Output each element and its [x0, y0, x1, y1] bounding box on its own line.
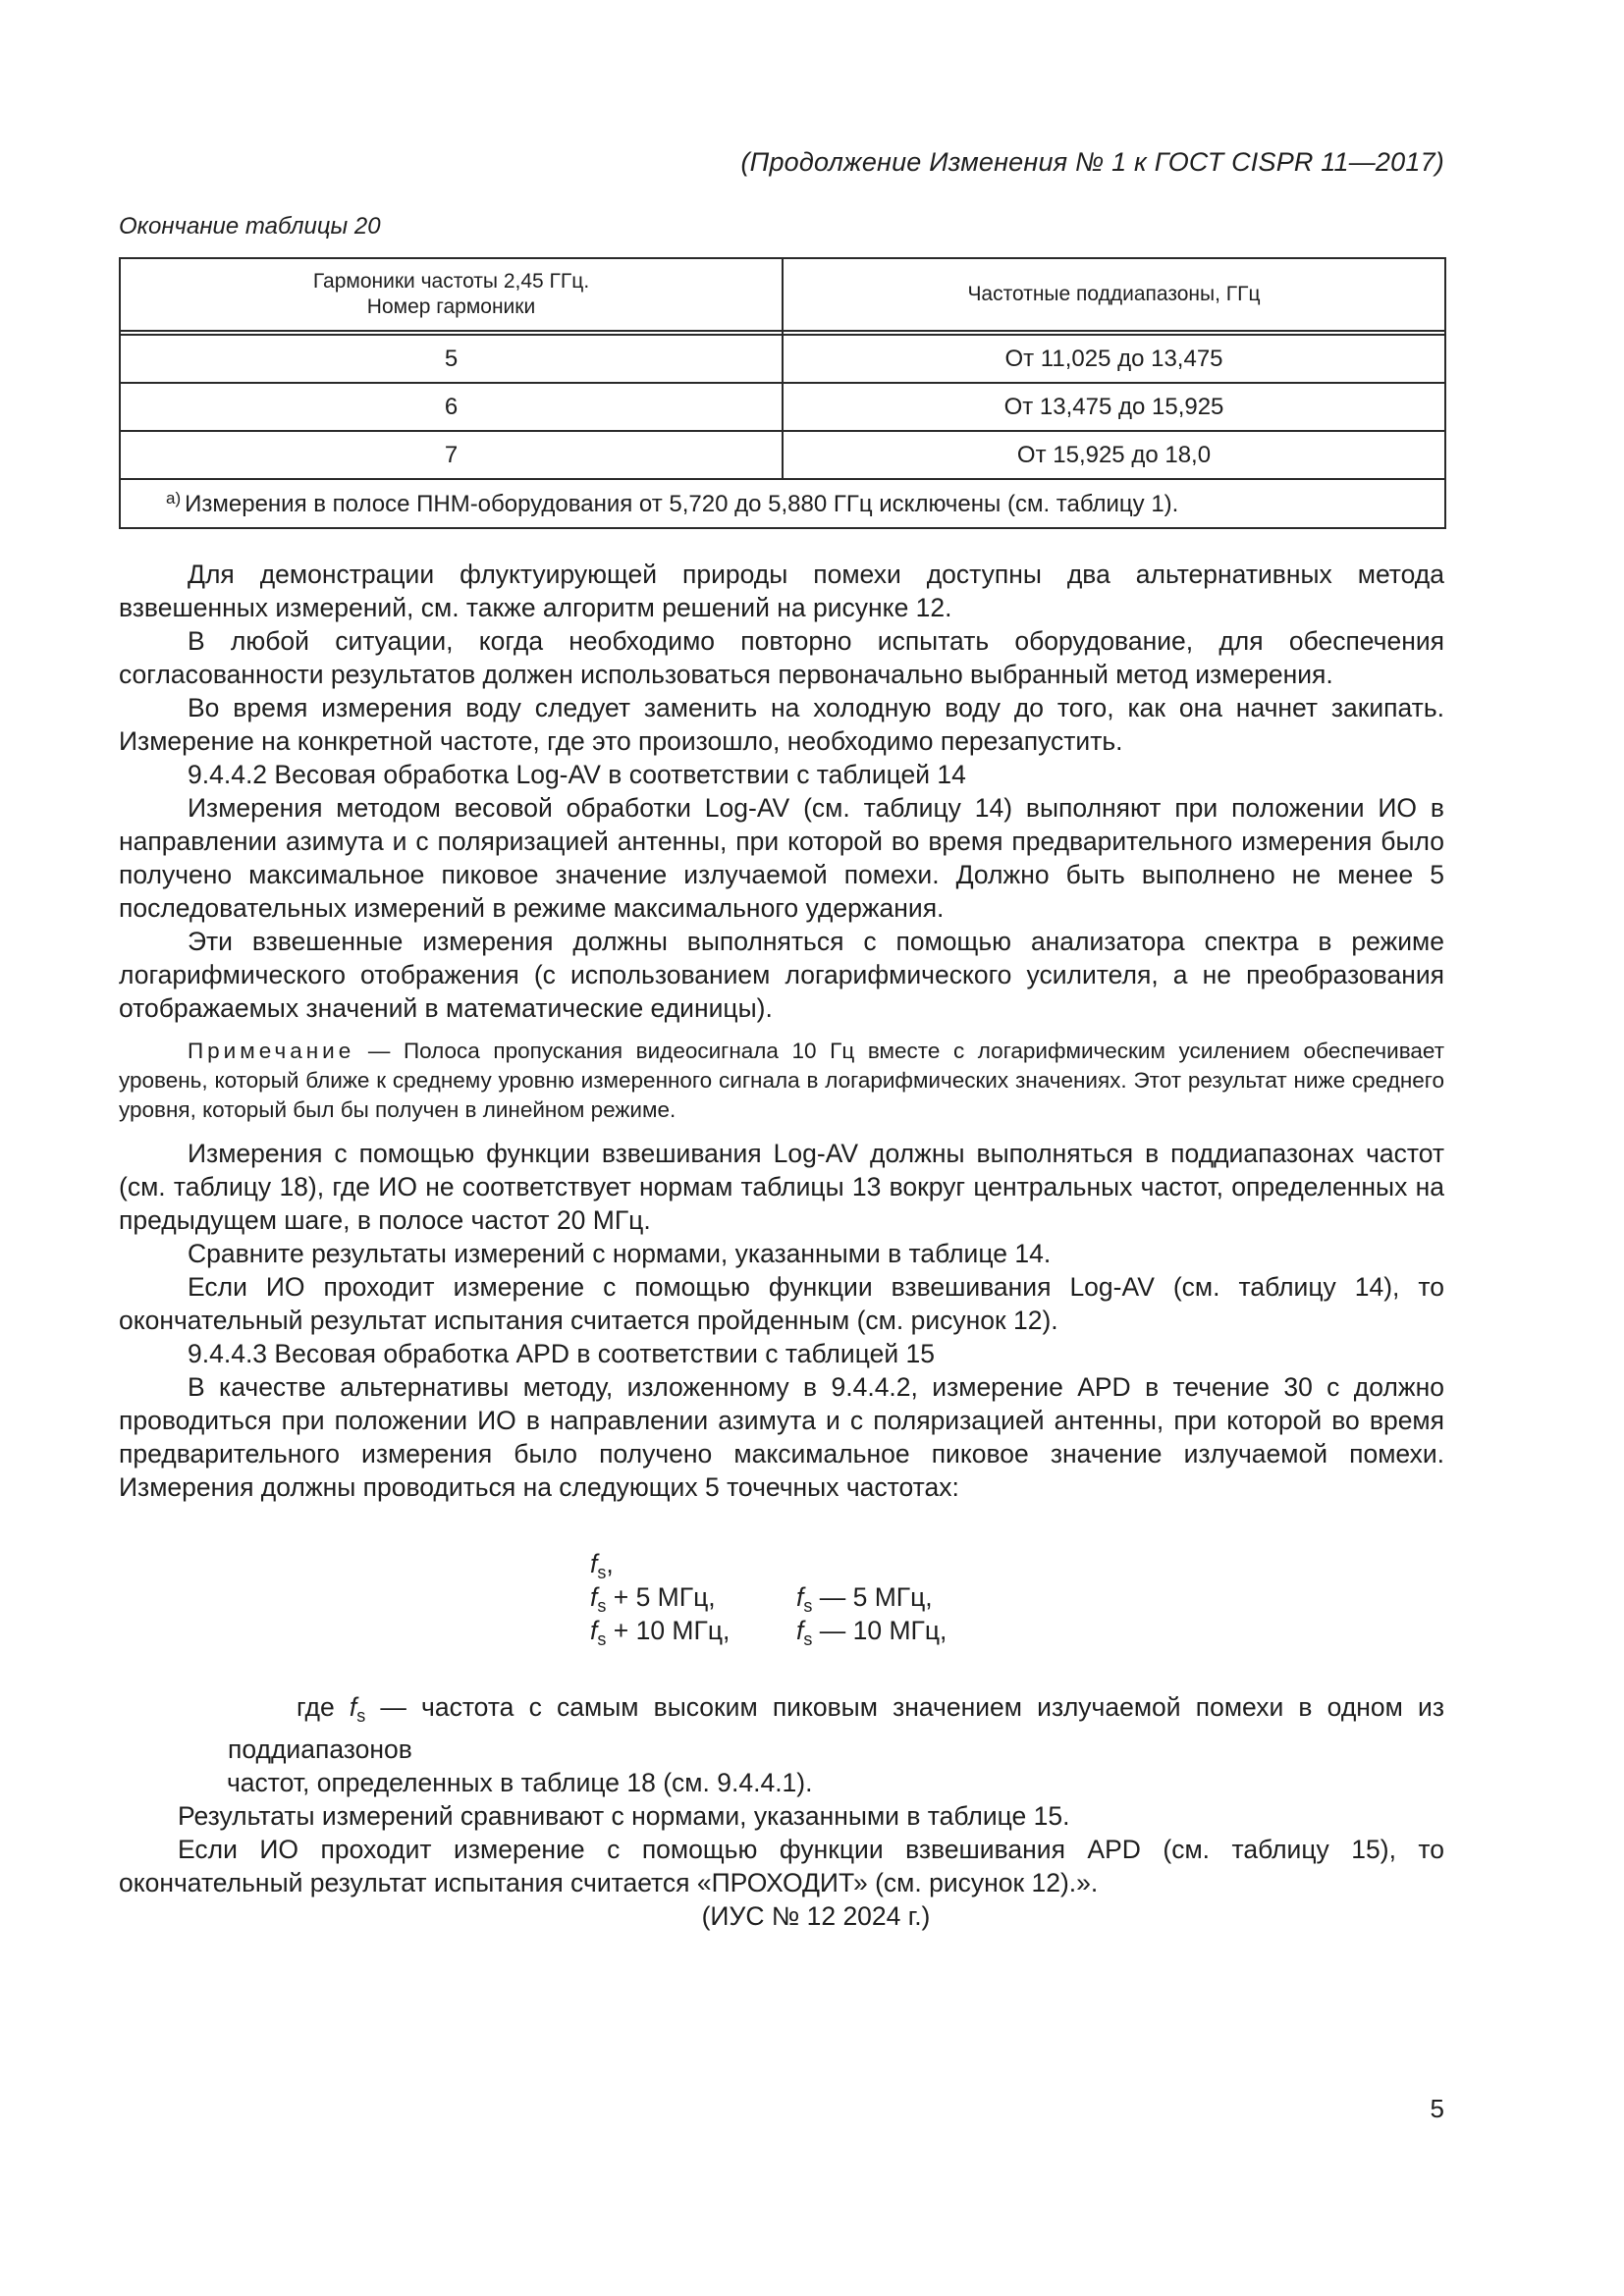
formula-fs: $f_s$, — [590, 1549, 614, 1582]
note-text: — Полоса пропускания видеосигнала 10 Гц вместе с логарифмическим усилением обеспечивает уровень, который ближе к среднему уровню измеренного сигнала в логарифмических значениях. Этот результат ниже среднего уровня, который был бы получен в линейном режиме. — [119, 1039, 1444, 1122]
paragraph: Во время измерения воду следует заменить на холодную воду до того, как она начнет закипать. Измерение на конкретной частоте, где это произошло, необходимо перезапустить. — [119, 693, 1444, 756]
formula-fs-minus-5: $f_s$ — 5 МГц, — [796, 1582, 933, 1616]
table-caption: Окончание таблицы 20 — [119, 213, 381, 240]
table-row — [120, 431, 1445, 479]
body-text — [119, 558, 1444, 1933]
where-clause-continued: частот, определенных в таблице 18 (см. 9.4.4.1). — [227, 1768, 813, 1797]
range-cell: От 11,025 до 13,475 — [783, 335, 1445, 383]
harmonic-cell: 7 — [120, 431, 783, 479]
paragraph: Сравните результаты измерений с нормами, указанными в таблице 14. — [188, 1239, 1052, 1268]
paragraph: Если ИО проходит измерение с помощью функции взвешивания APD (см. таблицу 15), то окончательный результат испытания считается «ПРОХОДИТ» (см. рисунок 12).». — [119, 1835, 1444, 1897]
harmonic-cell: 6 — [120, 383, 783, 431]
formula-fs-plus-10: $f_s + 10$ МГц, — [590, 1616, 731, 1649]
paragraph: Измерения с помощью функции взвешивания Log-AV должны выполняться в поддиапазонах частот (см. таблицу 18), где ИО не соответствует нормам таблицы 13 вокруг центральных частот, определенных на предыдущем шаге, в полосе частот 20 МГц. — [119, 1139, 1444, 1235]
footnote-text: Измерения в полосе ПНМ-оборудования от 5,720 до 5,880 ГГц исключены (см. таблицу 1). — [185, 491, 1179, 517]
note — [119, 1037, 1444, 1125]
running-header: (Продолжение Изменения № 1 к ГОСТ CISPR 11—2017) — [740, 147, 1444, 177]
paragraph: В любой ситуации, когда необходимо повторно испытать оборудование, для обеспечения согласованности результатов должен использоваться первоначально выбранный метод измерения. — [119, 626, 1444, 689]
range-cell: От 13,475 до 15,925 — [783, 383, 1445, 431]
paragraph: Эти взвешенные измерения должны выполняться с помощью анализатора спектра в режиме логарифмического отображения (с использованием логарифмического усилителя, а не преобразования отображаемых значений в математические единицы). — [119, 927, 1444, 1023]
ius-reference: (ИУС № 12 2024 г.) — [701, 1901, 931, 1931]
paragraph: Измерения методом весовой обработки Log-AV (см. таблицу 14) выполняют при положении ИО в направлении азимута и с поляризацией антенны, при которой во время предварительного измерения было получено максимальное пиковое значение излучаемой помехи. Должно быть выполнено не менее 5 последовательных измерений в режиме максимального удержания. — [119, 793, 1444, 923]
paragraph: В качестве альтернативы методу, изложенному в 9.4.4.2, измерение APD в течение 30 с должно проводиться при положении ИО в направлении азимута и с поляризацией антенны, при которой во время предварительного измерения было получено максимальное пиковое значение излучаемой помехи. Измерения должны проводиться на следующих 5 точечных частотах: — [119, 1372, 1444, 1502]
paragraph: Для демонстрации флуктуирующей природы помехи доступны два альтернативных метода взвешенных измерений, см. также алгоритм решений на рисунке 12. — [119, 560, 1444, 622]
header-line-2: Номер гармоники — [366, 295, 536, 318]
table-row — [120, 335, 1445, 383]
section-heading-9-4-4-2: 9.4.4.2 Весовая обработка Log-AV в соответствии с таблицей 14 — [188, 760, 966, 789]
where-clause: где $f_s$ — частота с самым высоким пиковым значением излучаемой помехи в одном из поддиапазонов — [228, 1692, 1444, 1764]
table-footnote — [120, 479, 1445, 528]
paragraph: Результаты измерений сравнивают с нормами, указанными в таблице 15. — [178, 1801, 1070, 1831]
page-number: 5 — [1430, 2094, 1444, 2123]
formula-fs-minus-10: $f_s$ — 10 МГц, — [796, 1616, 947, 1649]
harmonics-table — [119, 257, 1446, 529]
harmonic-cell: 5 — [120, 335, 783, 383]
table-row — [120, 383, 1445, 431]
table-footnote-row — [120, 479, 1445, 528]
range-cell: От 15,925 до 18,0 — [783, 431, 1445, 479]
section-heading-9-4-4-3: 9.4.4.3 Весовая обработка APD в соответствии с таблицей 15 — [188, 1339, 935, 1368]
frequency-formulas — [590, 1547, 1444, 1655]
footnote-mark: а) — [166, 489, 182, 507]
header-line-1: Гармоники частоты 2,45 ГГц. — [312, 270, 590, 293]
table-header-harmonic — [120, 258, 783, 331]
formula-fs-plus-5: $f_s + 5$ МГц, — [590, 1582, 716, 1616]
table-header-range: Частотные поддиапазоны, ГГц — [783, 258, 1445, 331]
note-label: Примечание — [188, 1039, 355, 1063]
paragraph: Если ИО проходит измерение с помощью функции взвешивания Log-AV (см. таблицу 14), то окончательный результат испытания считается пройденным (см. рисунок 12). — [119, 1272, 1444, 1335]
